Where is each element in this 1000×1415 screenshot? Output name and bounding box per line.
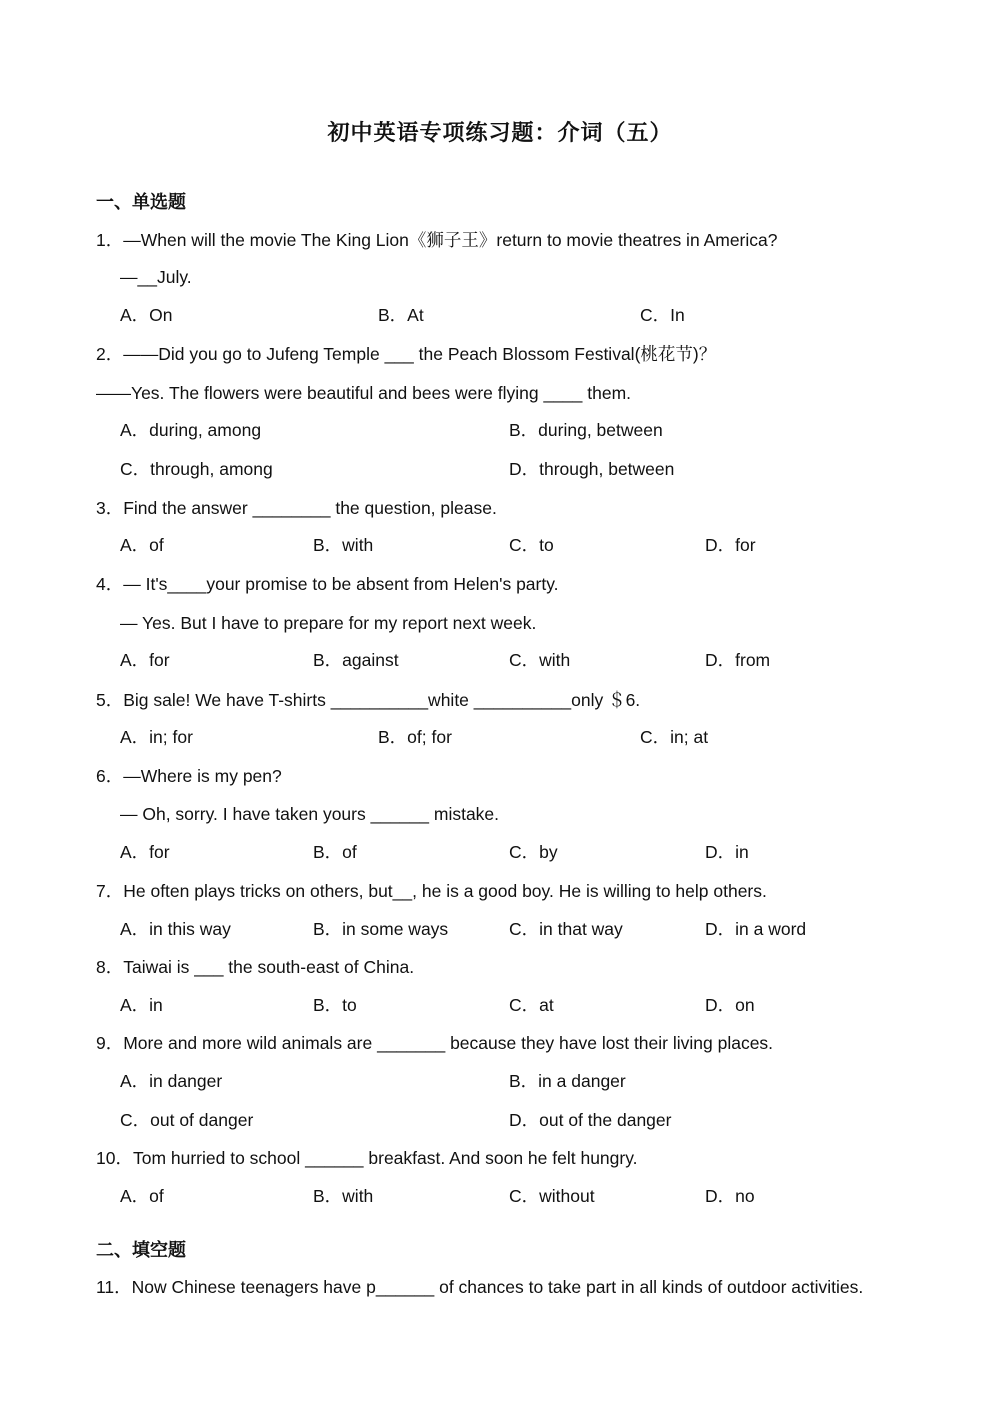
question-9-line-1: 9．More and more wild animals are _______ because they have lost their living places.: [96, 1033, 774, 1053]
question-6-option-b: B．of: [313, 842, 357, 862]
section-heading-single-choice: 一、单选题: [96, 192, 186, 212]
question-6-line-1: 6．—Where is my pen?: [96, 766, 282, 786]
question-10-option-d: D．no: [705, 1186, 755, 1206]
question-2-option-b: B．during, between: [509, 420, 663, 440]
question-1-line-1: 1．—When will the movie The King Lion《狮子王》return to movie theatres in America?: [96, 230, 778, 250]
question-1-option-a: A．On: [120, 305, 173, 325]
question-6-option-c: C．by: [509, 842, 558, 862]
question-9-option-b: B．in a danger: [509, 1071, 626, 1091]
question-5-line-1: 5．Big sale! We have T-shirts __________white __________only ＄6.: [96, 690, 641, 710]
question-5-option-b: B．of; for: [378, 727, 452, 747]
question-9-option-a: A．in danger: [120, 1071, 223, 1091]
question-8-line-1: 8．Taiwai is ___ the south-east of China.: [96, 957, 415, 977]
question-4-line-1: 4．— It's____your promise to be absent from Helen's party.: [96, 574, 559, 594]
page-title: 初中英语专项练习题：介词（五）: [327, 120, 673, 145]
question-9-option-d: D．out of the danger: [509, 1110, 672, 1130]
question-8-option-c: C．at: [509, 995, 554, 1015]
question-6-option-d: D．in: [705, 842, 749, 862]
question-4-option-c: C．with: [509, 650, 571, 670]
question-8-option-d: D．on: [705, 995, 755, 1015]
question-10-option-b: B．with: [313, 1186, 374, 1206]
question-8-option-b: B．to: [313, 995, 357, 1015]
section-heading-fill-in: 二、填空题: [96, 1240, 186, 1260]
question-10-option-c: C．without: [509, 1186, 595, 1206]
question-7-option-b: B．in some ways: [313, 919, 449, 939]
question-7-option-c: C．in that way: [509, 919, 623, 939]
question-1-line-2: —__July.: [120, 267, 192, 287]
question-2-option-c: C．through, among: [120, 459, 273, 479]
question-3-option-a: A．of: [120, 535, 164, 555]
question-1-option-c: C．In: [640, 305, 685, 325]
question-10-option-a: A．of: [120, 1186, 164, 1206]
question-2-option-d: D．through, between: [509, 459, 675, 479]
question-6-option-a: A．for: [120, 842, 170, 862]
question-3-option-b: B．with: [313, 535, 374, 555]
question-3-line-1: 3．Find the answer ________ the question, please.: [96, 498, 497, 518]
question-10-line-1: 10．Tom hurried to school ______ breakfast. And soon he felt hungry.: [96, 1148, 638, 1168]
question-4-line-2: — Yes. But I have to prepare for my report next week.: [120, 613, 537, 633]
question-2-line-1: 2．——Did you go to Jufeng Temple ___ the Peach Blossom Festival(桃花节)？: [96, 344, 717, 364]
question-2-option-a: A．during, among: [120, 420, 262, 440]
question-11-line-1: 11．Now Chinese teenagers have p______ of chances to take part in all kinds of outdoor activities.: [96, 1277, 864, 1297]
question-5-option-c: C．in; at: [640, 727, 709, 747]
question-4-option-d: D．from: [705, 650, 771, 670]
question-7-option-a: A．in this way: [120, 919, 231, 939]
question-9-option-c: C．out of danger: [120, 1110, 254, 1130]
question-1-option-b: B．At: [378, 305, 424, 325]
question-8-option-a: A．in: [120, 995, 163, 1015]
question-4-option-a: A．for: [120, 650, 170, 670]
question-7-line-1: 7．He often plays tricks on others, but__, he is a good boy. He is willing to help others.: [96, 881, 767, 901]
question-6-line-2: — Oh, sorry. I have taken yours ______ mistake.: [120, 804, 500, 824]
question-7-option-d: D．in a word: [705, 919, 807, 939]
question-5-option-a: A．in; for: [120, 727, 193, 747]
question-4-option-b: B．against: [313, 650, 399, 670]
question-3-option-c: C．to: [509, 535, 554, 555]
question-3-option-d: D．for: [705, 535, 756, 555]
question-2-line-2: ——Yes. The flowers were beautiful and bees were flying ____ them.: [96, 383, 632, 403]
